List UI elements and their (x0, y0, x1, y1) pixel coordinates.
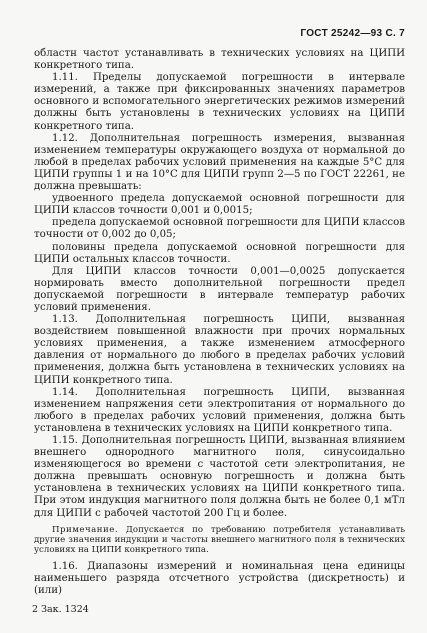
note-paragraph (34, 525, 405, 556)
paragraph-1-15: 1.15. Дополнительная погрешность ЦИПИ, вызванная влиянием внешнего однородного магнитного поля, синусоидально изменяющегося во времени с частотой сети электропитания, не должна превышать основную погрешность и должна быть установлена в технических условиях на ЦИПИ конкретного типа. При этом индукция магнитного поля должна быть не более 0,1 мТл для ЦИПИ с рабочей частотой 200 Гц и более. (34, 435, 405, 519)
note-text: Допускается по требованию потребителя устанавливать другие значения индукции и частоты внешнего магнитного поля в технических условиях на ЦИПИ конкретного типа. (34, 524, 405, 556)
paragraph-1-13: 1.13. Дополнительная погрешность ЦИПИ, вызванная воздействием повышенной влажности при прочих нормальных условиях применения, а также изменением атмосферного давления от нормального до любого в пределах рабочих условий применения, должна быть установлена в технических условиях на ЦИПИ конкретного типа. (34, 314, 405, 386)
paragraph-continuation: областн частот устанавливать в технических условиях на ЦИПИ конкретного типа. (34, 48, 405, 72)
note-lead: Примечание. (52, 524, 119, 535)
paragraph-1-12-item-a: удвоенного предела допускаемой основной погрешности для ЦИПИ классов точности 0,001 и 0,0015; (34, 193, 405, 217)
paragraph-1-11: 1.11. Пределы допускаемой погрешности в интервале измерений, а также при фиксированных значениях параметров основного и вспомогательного энергетических режимов измерений должны быть установлены в технических условиях на ЦИПИ конкретного типа. (34, 72, 405, 132)
paragraph-1-12-addendum: Для ЦИПИ классов точности 0,001—0,0025 допускается нормировать вместо дополнительной погрешности предел допускаемой погрешности в интервале температур рабочих условий применения. (34, 265, 405, 313)
paragraph-1-12-item-b: предела допускаемой основной погрешности для ЦИПИ классов точности от 0,002 до 0,05; (34, 217, 405, 241)
page-footer-signature: 2 Зак. 1324 (32, 604, 89, 615)
document-body (34, 48, 405, 597)
page-header: ГОСТ 25242—93 С. 7 (300, 28, 405, 39)
paragraph-1-12-item-c: половины предела допускаемой основной погрешности для ЦИПИ остальных классов точности. (34, 241, 405, 265)
paragraph-1-16: 1.16. Диапазоны измерений и номинальная цена единицы наименьшего разряда отсчетного устройства (дискретность) и (или) (34, 560, 405, 597)
paragraph-1-14: 1.14. Дополнительная погрешность ЦИПИ, вызванная изменением напряжения сети электропитания от нормального до любого в пределах рабочих условий применения, должна быть установлена в технических условиях на ЦИПИ конкретного типа. (34, 386, 405, 434)
paragraph-1-12: 1.12. Дополнительная погрешность измерения, вызванная изменением температуры окружающего воздуха от нормальной до любой в пределах рабочих условий применения на каждые 5°С для ЦИПИ группы 1 и на 10°С для ЦИПИ групп 2—5 по ГОСТ 22261, не должна превышать: (34, 132, 405, 193)
